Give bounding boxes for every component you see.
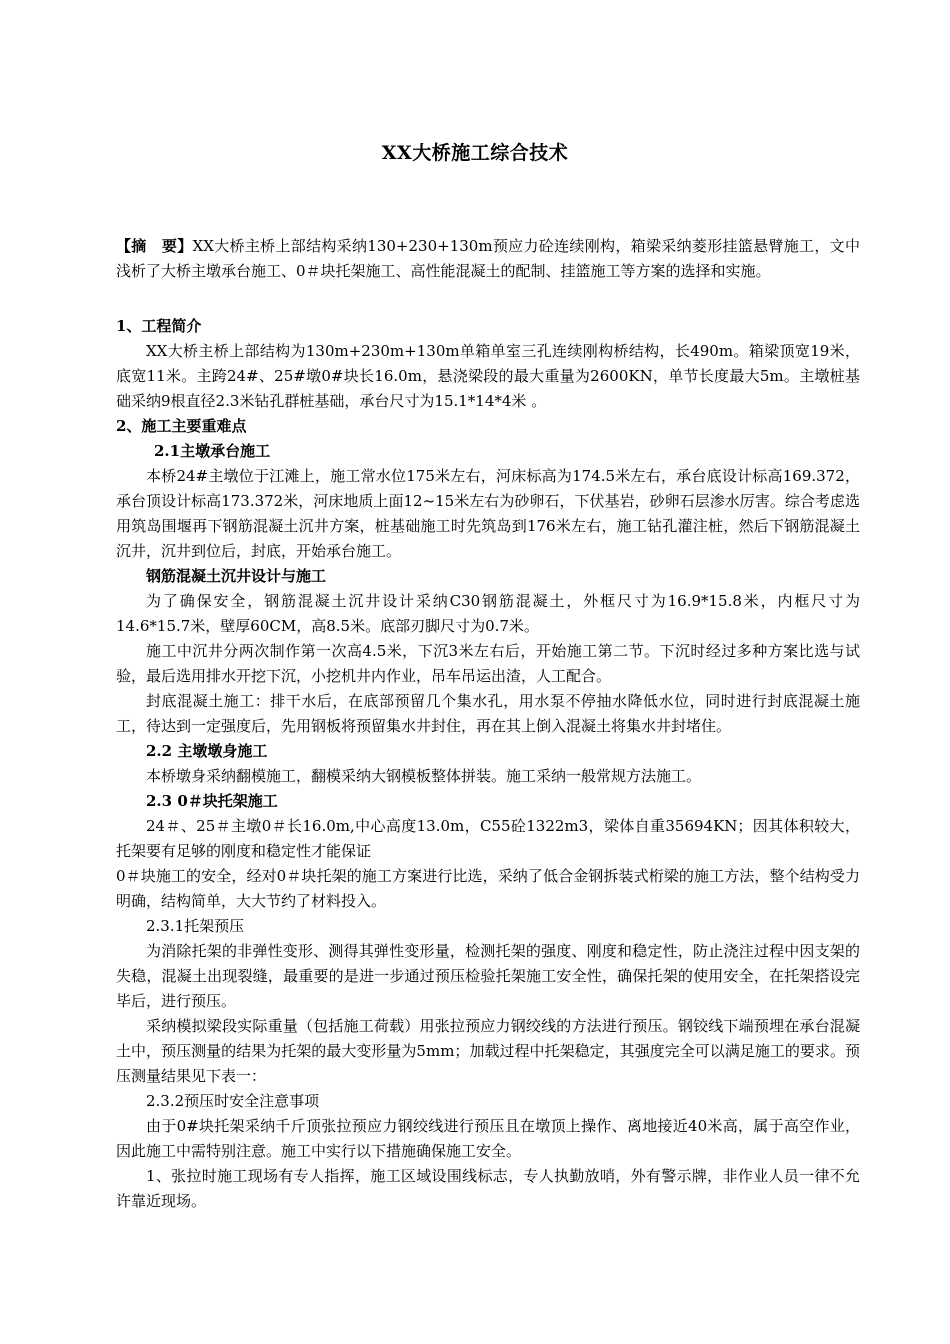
paragraph: 本桥墩身采纳翻模施工，翻模采纳大钢模板整体拼装。施工采纳一般常规方法施工。: [146, 767, 702, 785]
subsection-heading-2-3-1: 2.3.1托架预压: [146, 917, 245, 935]
paragraph: 24＃、25＃主墩0＃长16.0m,中心高度13.0m，C55砼1322m3，梁体自重35694KN；因其体积较大，托架要有足够的刚度和稳定性才能保证: [116, 817, 860, 860]
paragraph: 采纳模拟梁段实际重量（包括施工荷载）用张拉预应力钢绞线的方法进行预压。钢铰线下端预埋在承台混凝土中，预压测量的结果为托架的最大变形量为5mm；加载过程中托架稳定，其强度完全可以满足施工的要求。预压测量结果见下表一：: [116, 1017, 860, 1085]
paragraph: 为了确保安全，钢筋混凝土沉井设计采纳C30钢筋混凝土，外框尺寸为16.9*15.8米，内框尺寸为14.6*15.7米，壁厚60CM，高8.5米。底部刃脚尺寸为0.7米。: [116, 592, 860, 635]
abstract-text: XX大桥主桥上部结构采纳130+230+130m预应力砼连续刚构，箱梁采纳菱形挂篮悬臂施工，文中浅析了大桥主墩承台施工、0＃块托架施工、高性能混凝土的配制、挂篮施工等方案的选择和实施。: [116, 237, 860, 280]
section-heading-1: 1、工程简介: [116, 317, 202, 335]
paragraph: XX大桥主桥上部结构为130m+230m+130m单箱单室三孔连续刚构桥结构，长490m。箱梁顶宽19米，底宽11米。主跨24#、25#墩0#块长16.0m，悬浇梁段的最大重量为2600KN，单节长度最大5m。主墩桩基础采纳9根直径2.3米钻孔群桩基础，承台尺寸为15.1*14*4米 。: [116, 342, 860, 410]
paragraph: 由于0#块托架采纳千斤顶张拉预应力钢绞线进行预压且在墩顶上操作、离地接近40米高，属于高空作业，因此施工中需特别注意。施工中实行以下措施确保施工安全。: [116, 1117, 860, 1160]
paragraph: 1、张拉时施工现场有专人指挥，施工区域设围线标志，专人执勤放哨，外有警示牌，非作业人员一律不允许靠近现场。: [116, 1167, 860, 1210]
paragraph: 施工中沉井分两次制作第一次高4.5米，下沉3米左右后，开始施工第二节。下沉时经过多种方案比选与试验，最后选用排水开挖下沉，小挖机井内作业，吊车吊运出渣，人工配合。: [116, 642, 860, 685]
document-title: XX大桥施工综合技术: [381, 142, 569, 164]
subsection-heading-2-1: 2.1主墩承台施工: [154, 442, 271, 460]
paragraph: 封底混凝土施工：排干水后，在底部预留几个集水孔，用水泵不停抽水降低水位，同时进行封底混凝土施工，待达到一定强度后，先用钢板将预留集水井封住，再在其上倒入混凝土将集水井封堵住。: [116, 692, 860, 735]
caisson-heading: 钢筋混凝土沉井设计与施工: [146, 567, 327, 585]
document-body: [116, 234, 860, 1214]
section-heading-2: 2、施工主要重难点: [116, 417, 247, 435]
abstract: [116, 234, 860, 284]
subsection-heading-2-2: 2.2 主墩墩身施工: [146, 742, 268, 760]
abstract-label: 【摘 要】: [116, 237, 193, 255]
subsection-heading-2-3: 2.3 0＃块托架施工: [146, 792, 278, 810]
paragraph: 为消除托架的非弹性变形、测得其弹性变形量，检测托架的强度、刚度和稳定性，防止浇注过程中因支架的失稳，混凝土出现裂缝，最重要的是进一步通过预压检验托架施工安全性，确保托架的使用安全，在托架搭设完毕后，进行预压。: [116, 942, 860, 1010]
paragraph: 本桥24#主墩位于江滩上，施工常水位175米左右，河床标高为174.5米左右，承台底设计标高169.372，承台顶设计标高173.372米，河床地质上面12~15米左右为砂卵石，下伏基岩，砂卵石层渗水厉害。综合考虑选用筑岛围堰再下钢筋混凝土沉井方案，桩基础施工时先筑岛到176米左右，施工钻孔灌注桩，然后下钢筋混凝土沉井，沉井到位后，封底，开始承台施工。: [116, 467, 860, 560]
subsection-heading-2-3-2: 2.3.2预压时安全注意事项: [146, 1092, 320, 1110]
paragraph: 0＃块施工的安全，经对0＃块托架的施工方案进行比选，采纳了低合金钢拆装式桁梁的施工方法，整个结构受力明确，结构简单，大大节约了材料投入。: [116, 867, 860, 910]
